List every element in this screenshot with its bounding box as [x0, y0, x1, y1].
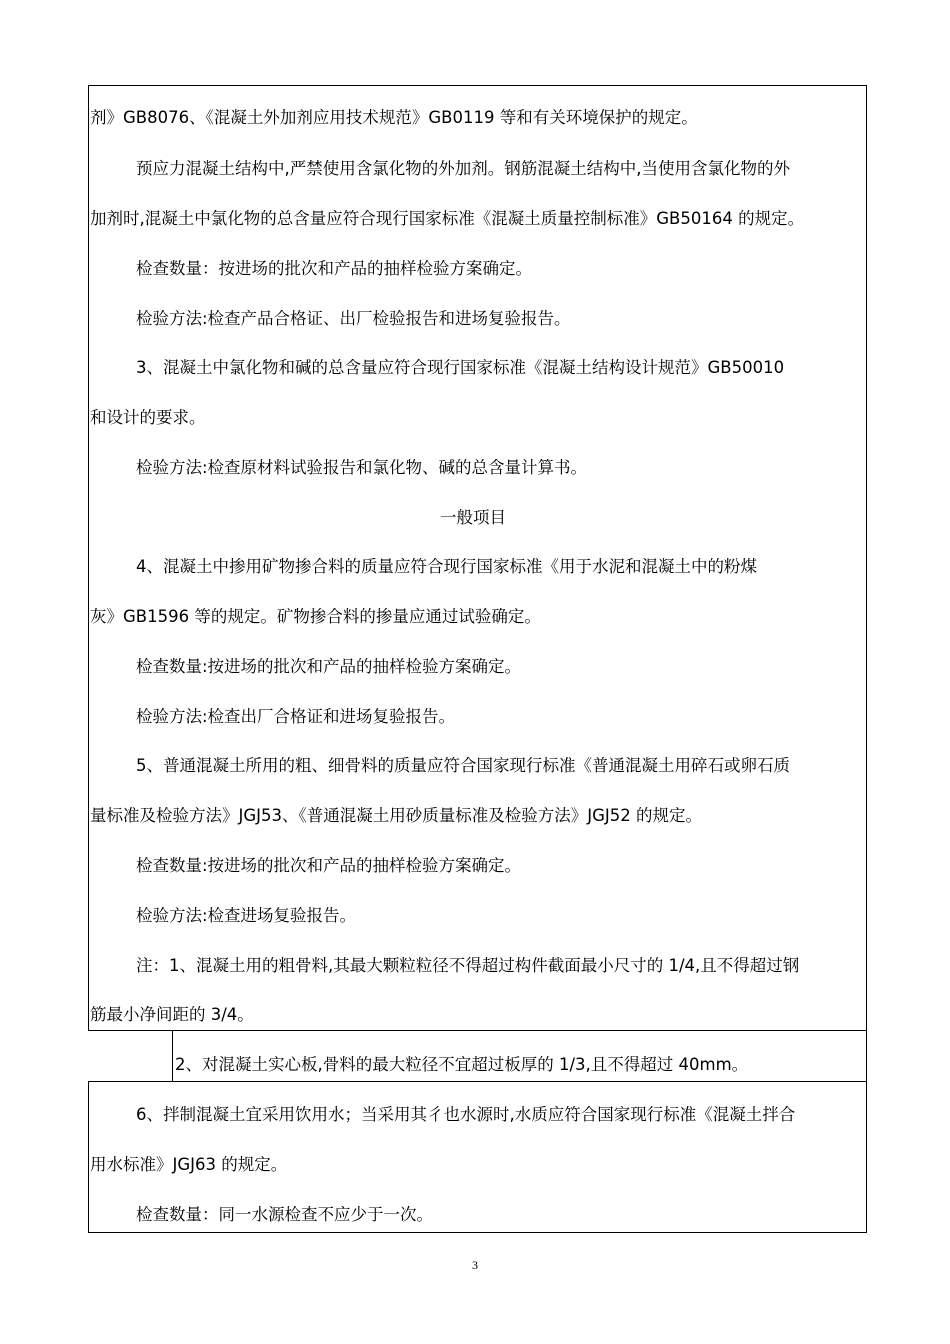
- text-line: 检查数量:按进场的批次和产品的抽样检验方案确定。: [136, 657, 522, 676]
- text-line: 3、混凝土中氯化物和碱的总含量应符合现行国家标准《混凝土结构设计规范》GB50010: [136, 358, 785, 377]
- text-line: 检验方法:检查出厂合格证和进场复验报告。: [136, 707, 456, 726]
- text-line: 检验方法:检查原材料试验报告和氯化物、碱的总含量计算书。: [136, 458, 588, 477]
- text-line: 5、普通混凝土所用的粗、细骨料的质量应符合国家现行标准《普通混凝土用碎石或卵石质: [136, 756, 790, 775]
- text-line: 用水标准》JGJ63 的规定。: [90, 1155, 288, 1174]
- page-number: 3: [472, 1258, 478, 1272]
- text-line: 4、混凝土中掺用矿物掺合料的质量应符合现行国家标准《用于水泥和混凝土中的粉煤: [136, 557, 757, 576]
- text-line: 检查数量:按进场的批次和产品的抽样检验方案确定。: [136, 856, 522, 875]
- text-line: 2、对混凝土实心板,骨料的最大粒径不宜超过板厚的 1/3,且不得超过 40mm。: [175, 1055, 749, 1074]
- text-line: 预应力混凝土结构中,严禁使用含氯化物的外加剂。钢筋混凝土结构中,当使用含氯化物的外: [136, 159, 790, 178]
- text-line: 检查数量：按进场的批次和产品的抽样检验方案确定。: [136, 259, 532, 278]
- section-heading: 一般项目: [440, 508, 506, 527]
- text-line: 检查数量：同一水源检查不应少于一次。: [136, 1205, 433, 1224]
- text-line: 检验方法:检查产品合格证、出厂检验报告和进场复验报告。: [136, 309, 571, 328]
- text-line: 注：1、混凝土用的粗骨料,其最大颗粒粒径不得超过构件截面最小尺寸的 1/4,且不得超过钢: [136, 956, 800, 975]
- text-line: 灰》GB1596 等的规定。矿物掺合料的掺量应通过试验确定。: [90, 607, 541, 626]
- text-line: 检验方法:检查进场复验报告。: [136, 906, 357, 925]
- text-line: 剂》GB8076、《混凝土外加剂应用技术规范》GB0119 等和有关环境保护的规定。: [90, 108, 698, 127]
- text-line: 加剂时,混凝土中氯化物的总含量应符合现行国家标准《混凝土质量控制标准》GB50164 的规定。: [90, 209, 805, 228]
- text-line: 和设计的要求。: [90, 408, 206, 427]
- text-line: 6、拌制混凝土宜采用饮用水；当采用其彳也水源时,水质应符合国家现行标准《混凝土拌合: [136, 1105, 796, 1124]
- text-line: 量标准及检验方法》JGJ53、《普通混凝土用砂质量标准及检验方法》JGJ52 的规定。: [90, 806, 703, 825]
- text-line: 筋最小净间距的 3/4。: [90, 1005, 254, 1024]
